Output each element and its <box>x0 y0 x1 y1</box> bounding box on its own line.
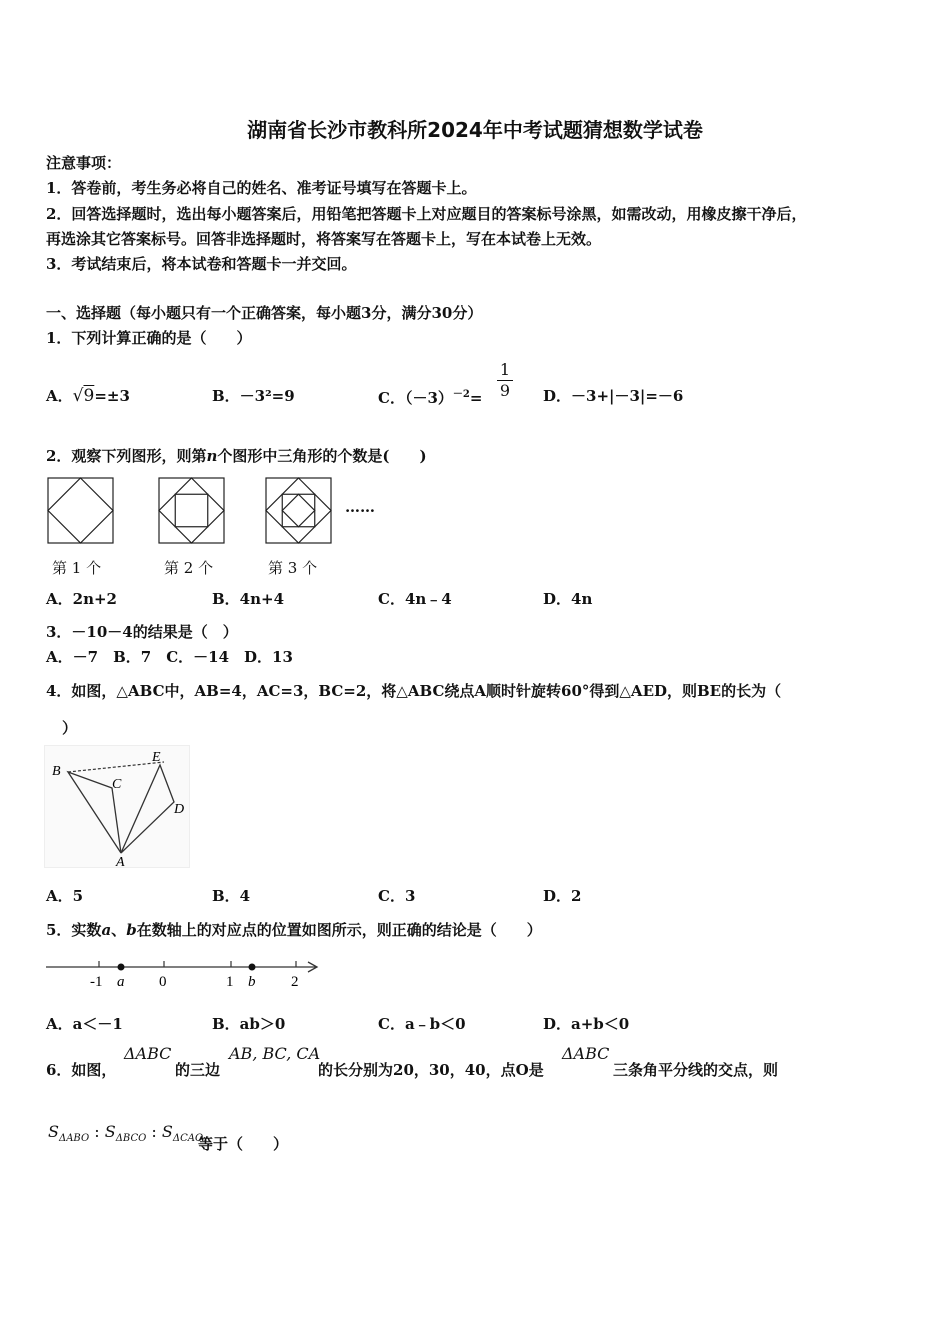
label-B: B <box>52 764 61 779</box>
notice-heading: 注意事项： <box>46 154 122 172</box>
section-heading: 一、选择题（每小题只有一个正确答案，每小题3分，满分30分） <box>46 304 483 322</box>
q5-option-b: B．ab＞0 <box>212 1015 286 1033</box>
label-b: b <box>248 974 256 990</box>
notice-item-2b: 再选涂其它答案标号。回答非选择题时，将答案写在答题卡上，写在本试卷上无效。 <box>46 230 602 248</box>
tick-2: 2 <box>291 974 299 990</box>
q6-ratio: $S_{\Delta ABO}$ : $S_{\Delta BCO}$ : $S_{\Delta CAO}$ <box>48 1122 204 1145</box>
figure-1 <box>48 478 113 543</box>
q2-option-a: A．2n+2 <box>46 590 117 608</box>
q1-option-d: D．－3+|－3|=－6 <box>543 387 684 405</box>
figure-3 <box>266 478 331 543</box>
q5-option-a: A．a＜－1 <box>46 1015 123 1033</box>
label-E: E <box>152 750 161 765</box>
tick-0: 0 <box>159 974 167 990</box>
figure-2 <box>159 478 224 543</box>
q3-options: A．－7 B．7 C．－14 D．13 <box>46 648 293 666</box>
q6-text-2: 的长分别为20，30，40，点O是 <box>318 1061 544 1079</box>
q2-option-b: B．4n+4 <box>212 590 285 608</box>
q2-fig-label-2: 第 2 个 <box>164 559 214 577</box>
q4-option-a: A．5 <box>46 887 84 905</box>
q6-text-3: 三条角平分线的交点，则 <box>613 1061 779 1079</box>
notice-item-1: 1．答卷前，考生务必将自己的姓名、准考证号填写在答题卡上。 <box>46 179 477 197</box>
q4-figure <box>44 745 194 870</box>
q2-fig-label-3: 第 3 个 <box>268 559 318 577</box>
q2-ellipsis: …… <box>345 498 375 516</box>
q2-stem: 2．观察下列图形，则第n个图形中三角形的个数是( ) <box>46 447 427 465</box>
q1-option-a: A．√9=±3 <box>46 386 130 406</box>
q6-sides: AB, BC, CA <box>229 1044 321 1063</box>
q6-triangle-2: ΔABC <box>562 1044 610 1063</box>
q2-option-d: D．4n <box>543 590 593 608</box>
page-title: 湖南省长沙市教科所2024年中考试题猜想数学试卷 <box>247 118 703 142</box>
label-a: a <box>117 974 125 990</box>
q5-number-line <box>44 955 324 995</box>
q4-stem: 4．如图，△ABC中，AB=4，AC=3，BC=2，将△ABC绕点A顺时针旋转60°得到△AED，则BE的长为（ <box>46 682 782 700</box>
q6-label: 6．如图， <box>46 1061 117 1079</box>
q4-option-c: C．3 <box>378 887 416 905</box>
q4-option-b: B．4 <box>212 887 251 905</box>
q4-option-d: D．2 <box>543 887 582 905</box>
q1-stem: 1．下列计算正确的是（ ） <box>46 329 252 347</box>
q4-stem-end: ） <box>62 719 78 737</box>
point-b <box>249 964 256 971</box>
q1-fraction: 1 9 <box>497 360 513 401</box>
notice-item-3: 3．考试结束后，将本试卷和答题卡一并交回。 <box>46 255 357 273</box>
tick-neg1: -1 <box>90 974 103 990</box>
label-A: A <box>116 855 125 870</box>
q6-triangle-1: ΔABC <box>124 1044 172 1063</box>
q6-text-1: 的三边 <box>175 1061 221 1079</box>
q2-option-c: C．4n﹣4 <box>378 590 452 608</box>
q3-stem: 3．－10－4的结果是（ ） <box>46 623 238 641</box>
point-a <box>118 964 125 971</box>
label-C: C <box>112 777 122 792</box>
q5-option-d: D．a+b＜0 <box>543 1015 630 1033</box>
q5-option-c: C．a﹣b＜0 <box>378 1015 466 1033</box>
q5-stem: 5．实数a、b在数轴上的对应点的位置如图所示，则正确的结论是（ ） <box>46 921 542 939</box>
q1-option-c: C．$(-3)^{-2}=$ <box>378 389 483 407</box>
tick-1: 1 <box>226 974 234 990</box>
notice-item-2a: 2．回答选择题时，选出每小题答案后，用铅笔把答题卡上对应题目的答案标号涂黑，如需改动，用橡皮擦干净后， <box>46 205 807 223</box>
q1-radicand: 9 <box>83 386 95 406</box>
q1-option-b: B．－3²=9 <box>212 387 295 405</box>
q6-text-4: 等于（ ） <box>198 1135 289 1153</box>
q2-fig-label-1: 第 1 个 <box>52 559 102 577</box>
label-D: D <box>174 802 185 817</box>
